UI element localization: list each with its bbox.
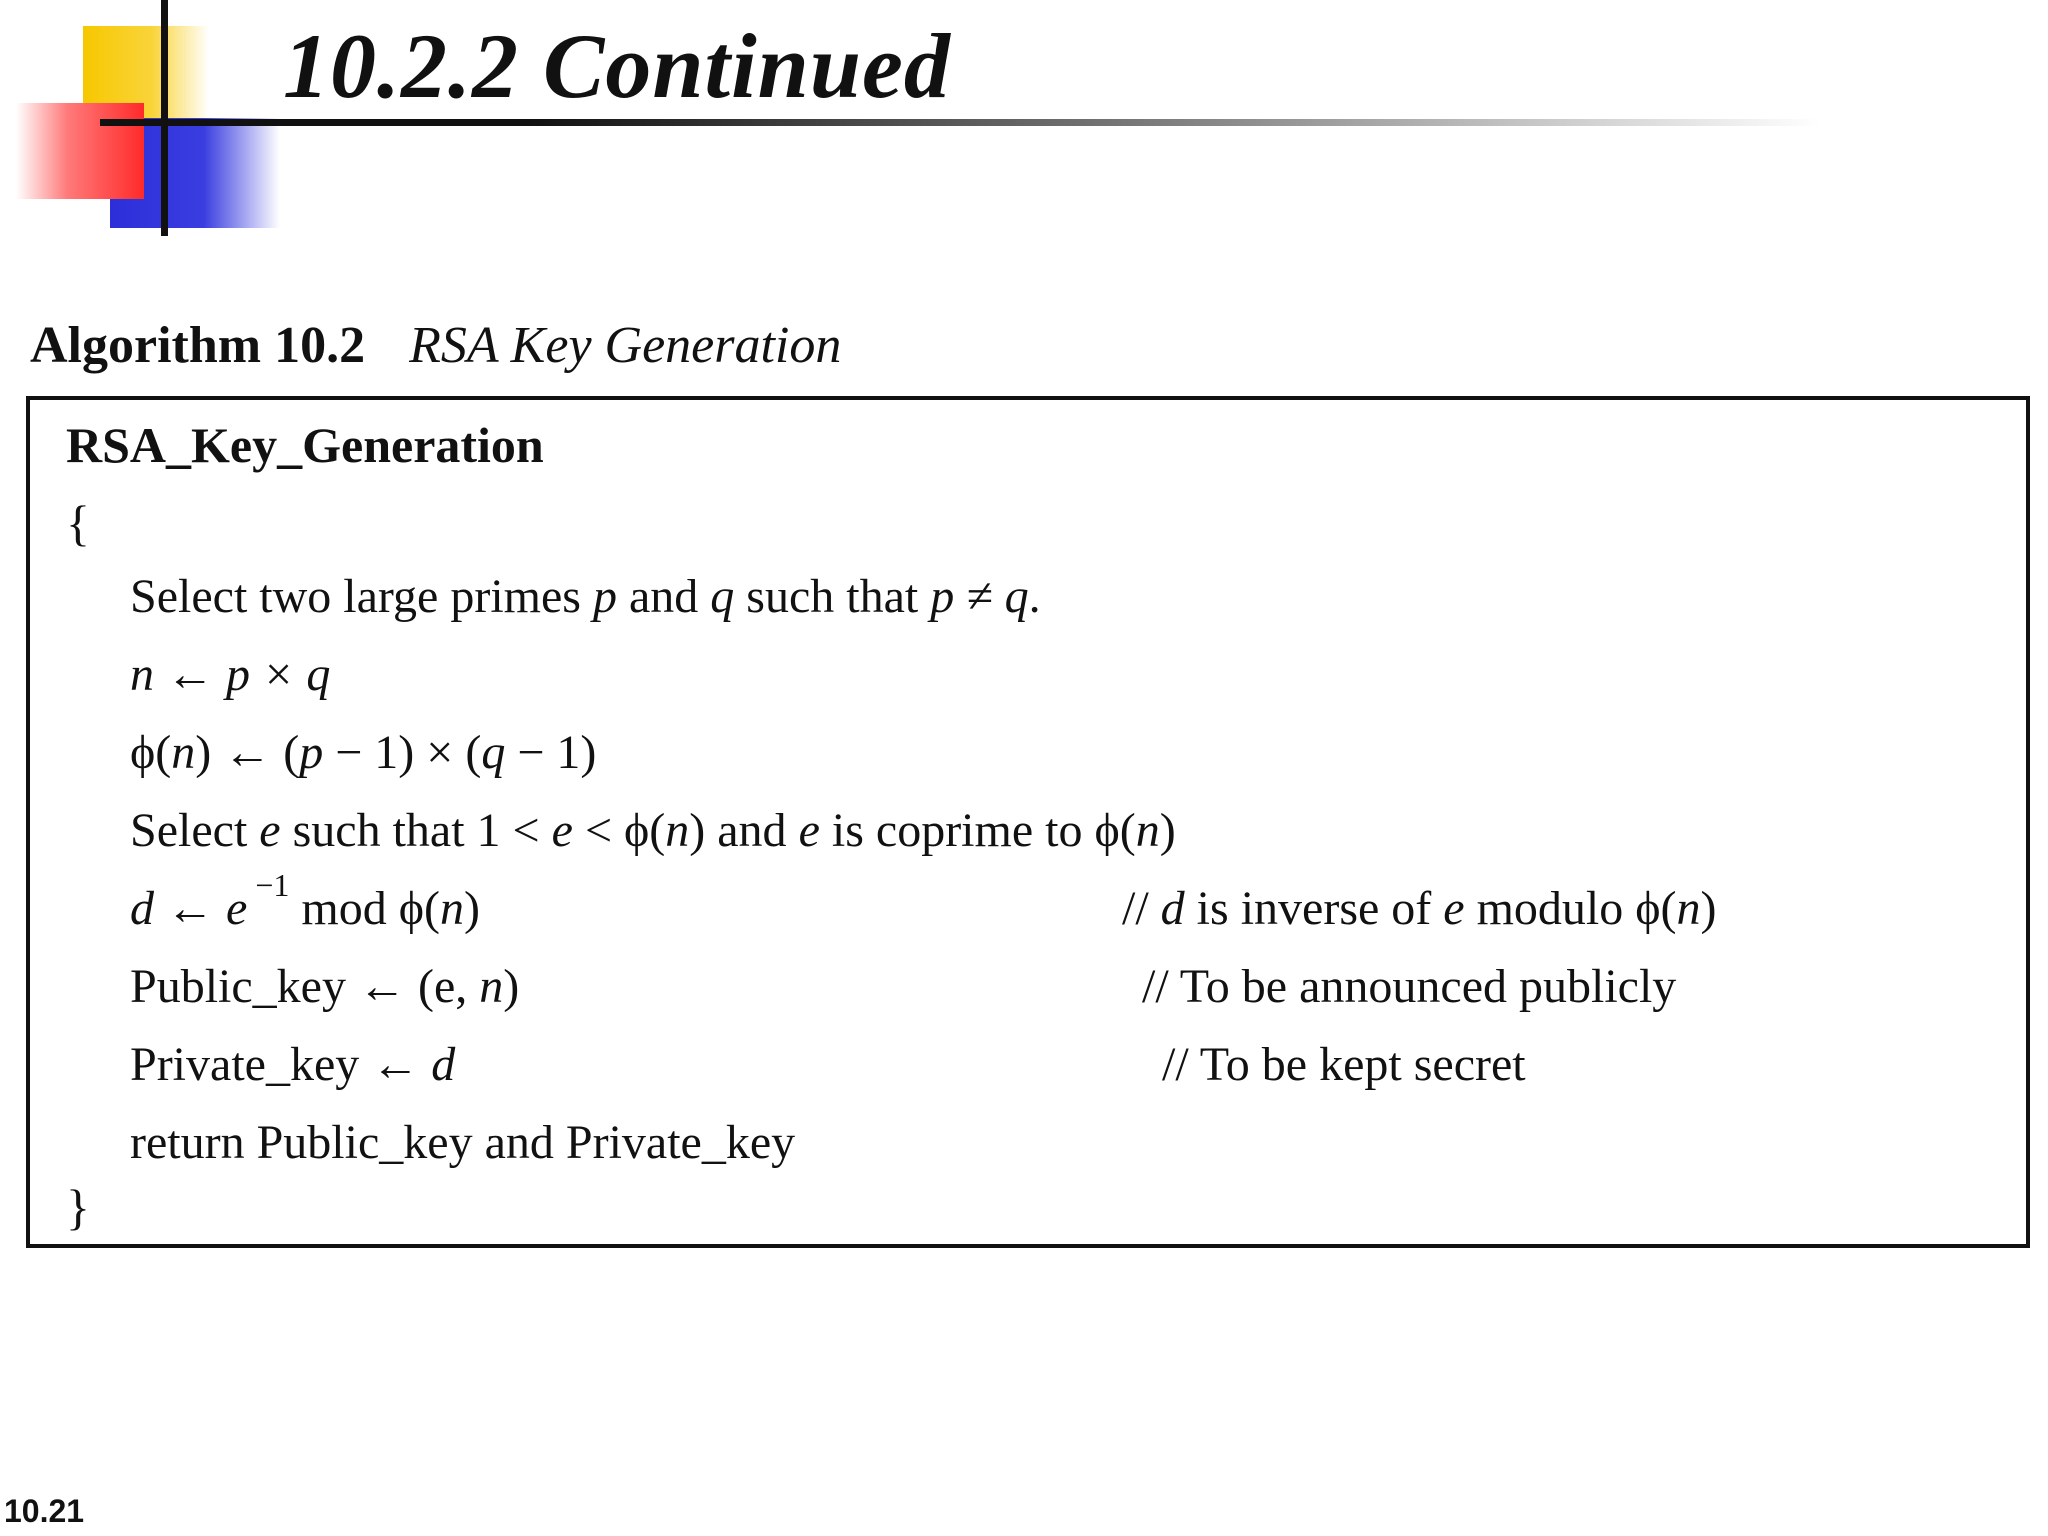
var-d: d <box>1160 882 1185 935</box>
var-n: n <box>479 960 504 1013</box>
text: < ϕ( <box>572 804 666 857</box>
comment-private: // To be kept secret <box>1162 1038 1526 1091</box>
text: − 1) × ( <box>323 726 482 779</box>
algorithm-number: Algorithm 10.2 <box>30 317 366 374</box>
var-q: q <box>710 570 735 623</box>
text: ) <box>1700 882 1717 935</box>
text: such that 1 < <box>280 804 552 857</box>
text: and <box>616 570 711 623</box>
var-e: e <box>551 804 573 857</box>
logo-vertical-line <box>161 0 168 236</box>
expression: p × q <box>226 648 331 701</box>
condition: p ≠ q <box>930 570 1029 623</box>
exponent: −1 <box>247 867 290 903</box>
text: is coprime to ϕ( <box>819 804 1136 857</box>
function-name: RSA_Key_Generation <box>66 417 544 473</box>
close-brace: } <box>66 1179 90 1235</box>
slide-title: 10.2.2 Continued <box>283 15 951 117</box>
text: ) <box>503 960 520 1013</box>
open-brace: { <box>66 495 90 551</box>
text: // <box>1122 882 1161 935</box>
algorithm-heading <box>30 316 841 375</box>
text: Private_key ← <box>130 1038 432 1091</box>
var-p: p <box>592 570 617 623</box>
var-n: n <box>1135 804 1160 857</box>
text: ) <box>1159 804 1176 857</box>
text: Public_key ← (e, <box>130 960 480 1013</box>
line-return: return Public_key and Private_key <box>130 1116 796 1169</box>
var-e: e <box>798 804 820 857</box>
line-private-key <box>130 1036 455 1094</box>
phi: ϕ( <box>130 726 172 779</box>
text: − 1) <box>505 726 597 779</box>
algorithm-name: RSA Key Generation <box>409 317 842 374</box>
text: is inverse of <box>1184 882 1444 935</box>
line-select-primes <box>130 568 1041 626</box>
text: . <box>1028 570 1041 623</box>
var-n: n <box>130 648 154 701</box>
comment-public: // To be announced publicly <box>1142 960 1677 1013</box>
var-d: d <box>431 1038 456 1091</box>
text: such that <box>734 570 931 623</box>
arrow: ← <box>211 726 284 779</box>
arrow: ← <box>154 882 226 935</box>
comment-d <box>1122 880 1717 938</box>
text: ) and <box>689 804 799 857</box>
arrow: ← <box>154 648 226 701</box>
logo-red-square <box>16 103 144 199</box>
line-public-key <box>130 958 519 1016</box>
title-underline <box>100 119 1820 126</box>
var-e: e <box>1443 882 1465 935</box>
line-d-assign <box>130 867 480 938</box>
page-number: 10.21 <box>4 1493 85 1529</box>
line-n-assign <box>130 646 330 704</box>
var-q: q <box>481 726 506 779</box>
var-p: p <box>299 726 324 779</box>
text: mod ϕ( <box>289 882 440 935</box>
var-n: n <box>1676 882 1701 935</box>
var-n: n <box>439 882 464 935</box>
text: ) <box>195 726 212 779</box>
var-n: n <box>665 804 690 857</box>
var-e: e <box>226 882 248 935</box>
line-select-e <box>130 802 1176 860</box>
text: modulo ϕ( <box>1464 882 1677 935</box>
line-phi-assign <box>130 724 596 782</box>
var-e: e <box>259 804 281 857</box>
text: ) <box>463 882 480 935</box>
var-d: d <box>130 882 154 935</box>
var-n: n <box>171 726 196 779</box>
text: Select <box>130 804 260 857</box>
algorithm-box <box>26 396 2030 1248</box>
text: ( <box>283 726 300 779</box>
text: Select two large primes <box>130 570 593 623</box>
